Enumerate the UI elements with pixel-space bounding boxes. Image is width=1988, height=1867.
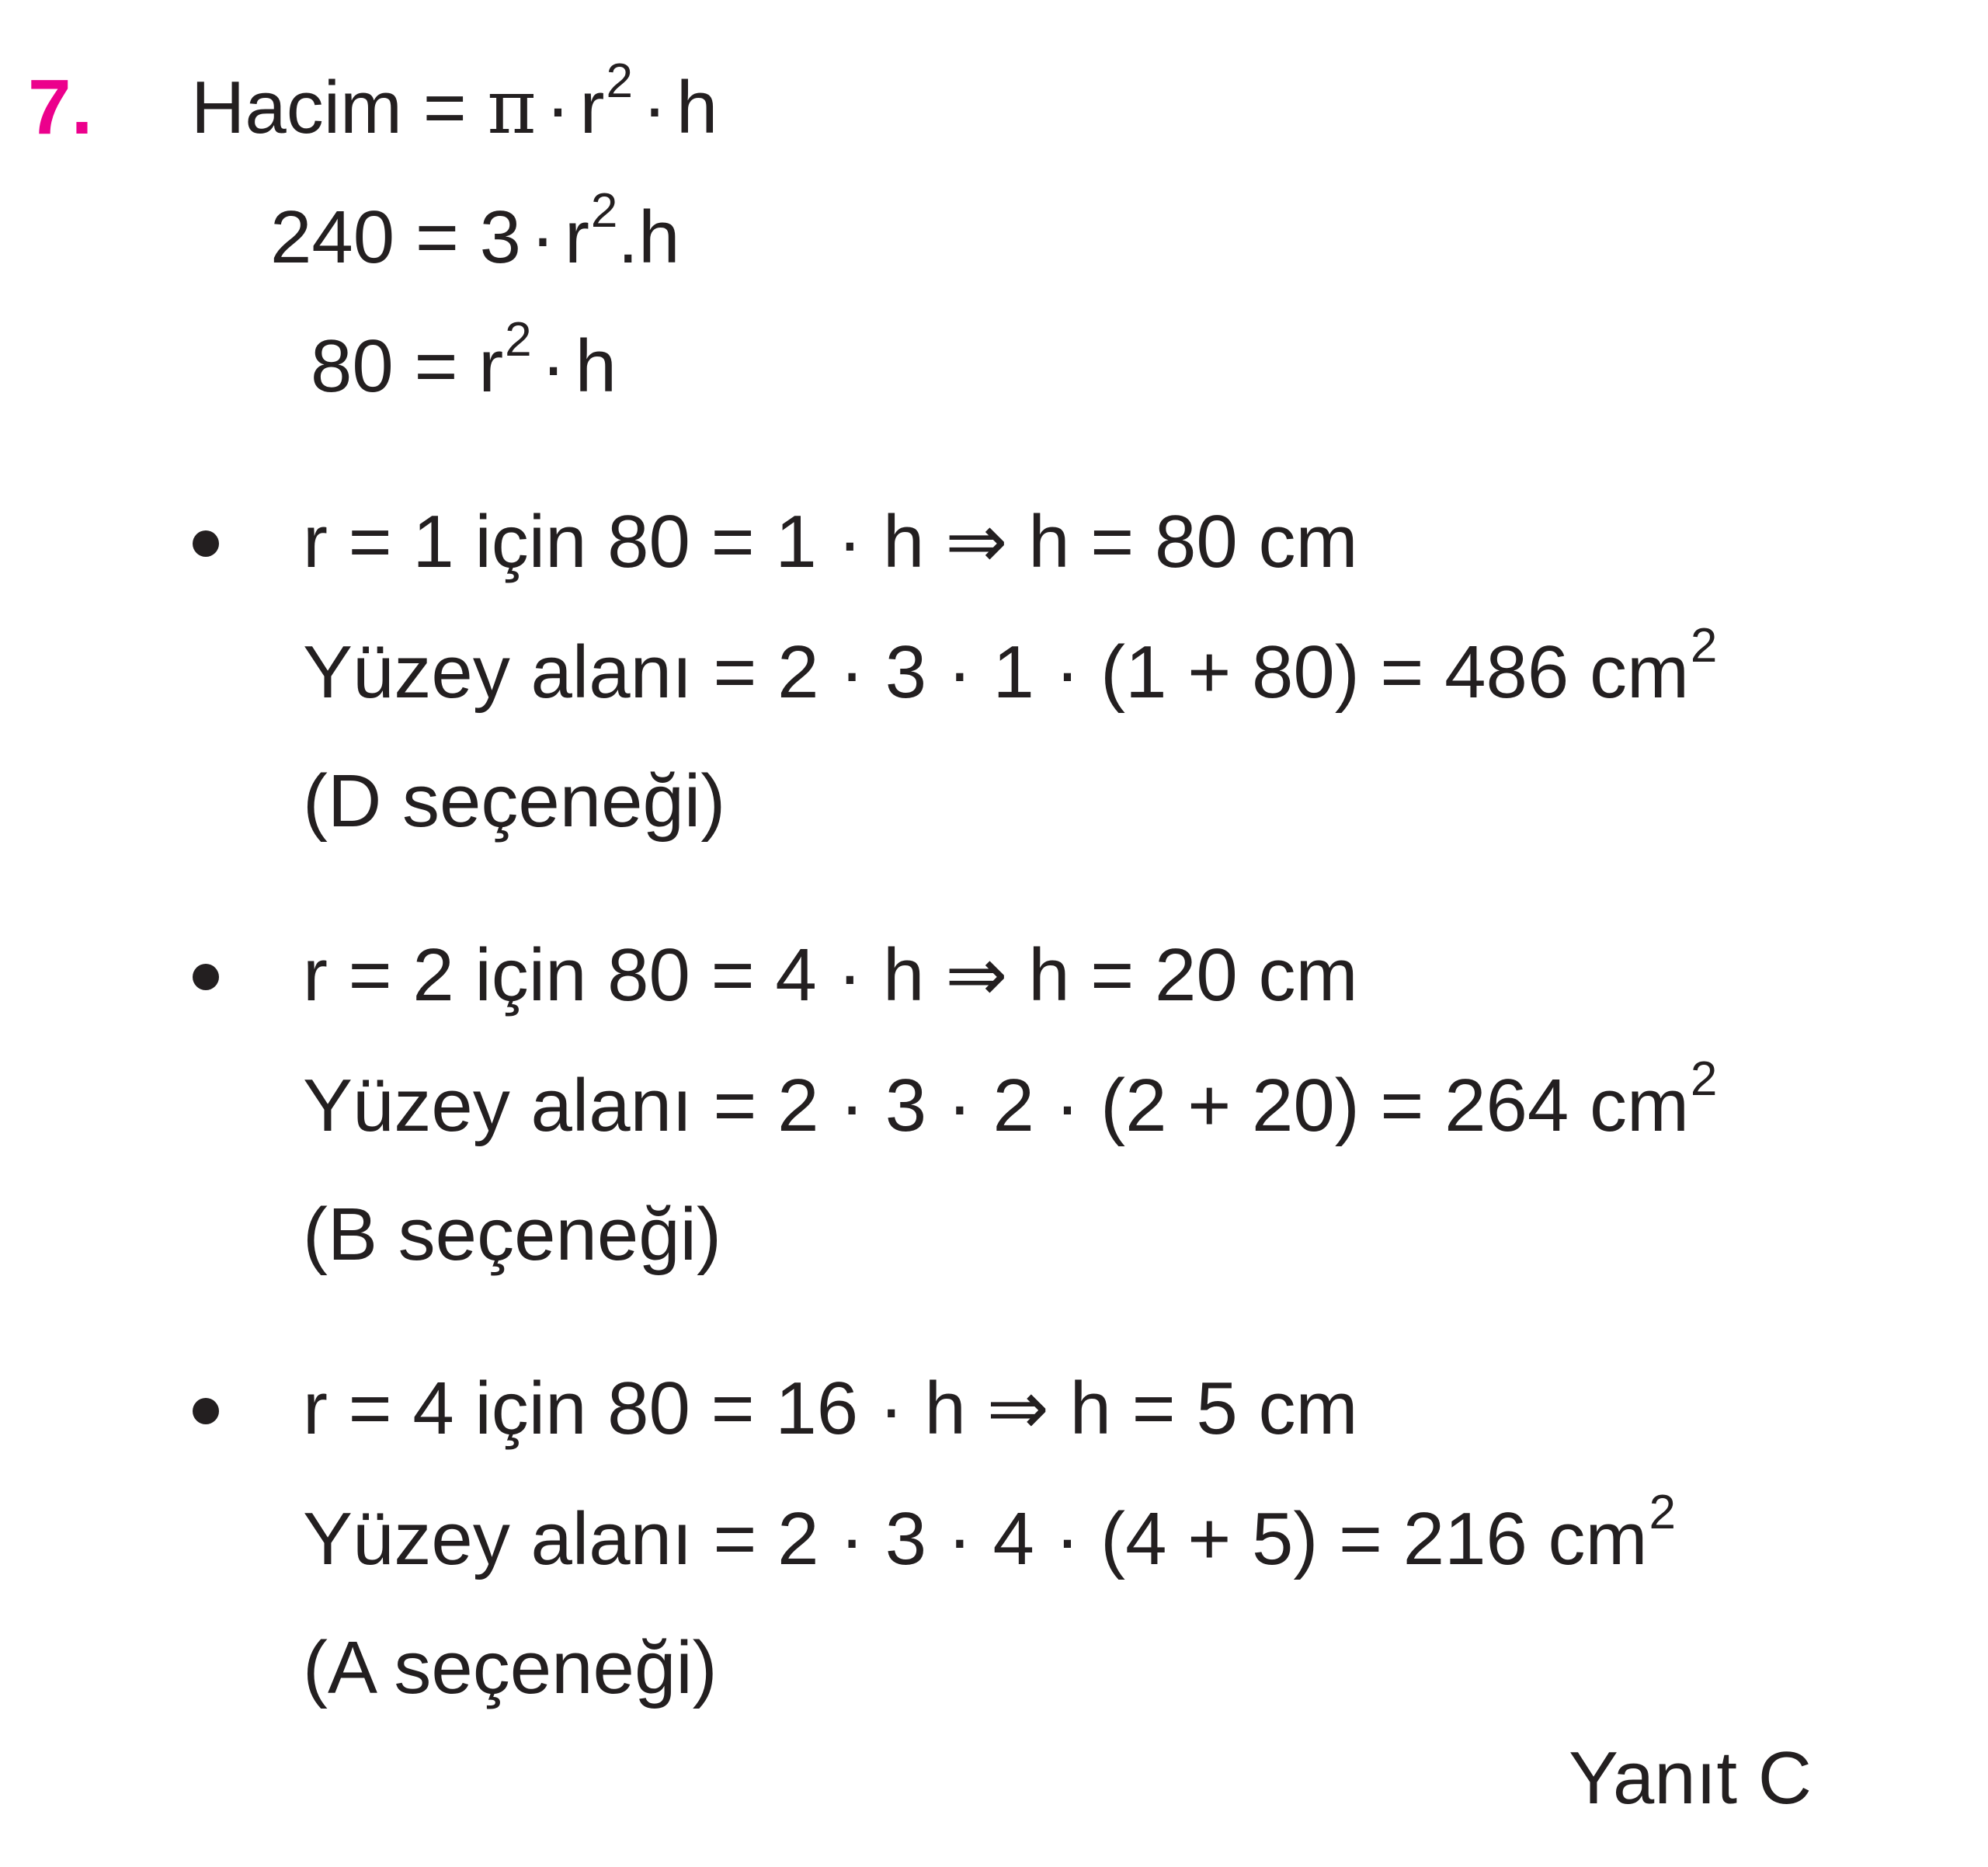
exponent: 2 <box>1690 619 1718 673</box>
case-1-option: (D seçeneği) <box>303 760 726 843</box>
case-2-option: (B seçeneği) <box>303 1193 721 1276</box>
multiply-dot: · <box>545 66 571 149</box>
volume-substitution <box>270 184 680 279</box>
height-symbol: h <box>676 66 718 149</box>
equals-sign: = <box>414 325 458 408</box>
surface-area-formula: Yüzey alanı = 2 · 3 · 1 · (1 + 80) = 486 cm <box>303 631 1689 714</box>
pi-symbol: π <box>487 64 537 151</box>
multiply-dot: · <box>641 66 667 149</box>
case-2-height: r = 2 için 80 = 4 · h ⇒ h = 20 cm <box>303 934 1358 1017</box>
height-symbol: .h <box>617 196 680 279</box>
case-1-height: r = 1 için 80 = 1 · h ⇒ h = 80 cm <box>303 500 1358 583</box>
exponent: 2 <box>590 184 618 238</box>
exponent: 2 <box>1649 1486 1676 1539</box>
exponent: 2 <box>1690 1052 1718 1106</box>
multiply-dot: · <box>530 196 555 279</box>
equals-sign: = <box>422 66 467 149</box>
problem-number: 7. <box>28 64 93 151</box>
bullet-icon <box>193 530 219 557</box>
case-3-option: (A seçeneği) <box>303 1626 718 1709</box>
exponent: 2 <box>505 313 532 367</box>
case-1-surface <box>303 619 1718 714</box>
formula-lhs: Hacim <box>191 66 403 149</box>
constant: 3 <box>479 196 521 279</box>
volume-simplified <box>311 313 617 408</box>
radius-symbol: r <box>564 196 589 279</box>
surface-area-formula: Yüzey alanı = 2 · 3 · 4 · (4 + 5) = 216 cm <box>303 1497 1648 1580</box>
formula-lhs: 240 <box>270 196 395 279</box>
multiply-dot: · <box>540 325 566 408</box>
formula-lhs: 80 <box>311 325 394 408</box>
case-2-surface <box>303 1052 1718 1147</box>
surface-area-formula: Yüzey alanı = 2 · 3 · 2 · (2 + 20) = 264 cm <box>303 1064 1689 1147</box>
volume-formula <box>191 54 718 151</box>
bullet-icon <box>193 1398 219 1424</box>
case-3-surface <box>303 1486 1676 1580</box>
bullet-icon <box>193 964 219 990</box>
height-symbol: h <box>575 325 617 408</box>
case-3-height: r = 4 için 80 = 16 · h ⇒ h = 5 cm <box>303 1367 1358 1450</box>
exponent: 2 <box>606 54 633 108</box>
answer: Yanıt C <box>1569 1737 1812 1820</box>
radius-symbol: r <box>478 325 504 408</box>
equals-sign: = <box>415 196 459 279</box>
radius-symbol: r <box>579 66 605 149</box>
